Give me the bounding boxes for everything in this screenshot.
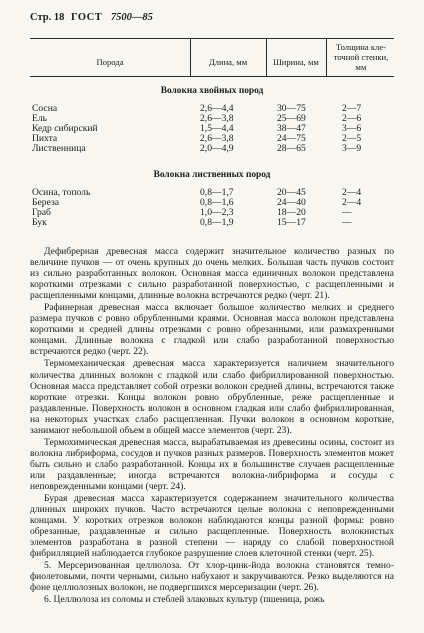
header-length: Длина, мм xyxy=(208,57,248,67)
table-header-rule xyxy=(30,76,394,77)
cell-thickness: 2—4 xyxy=(342,197,362,208)
table-top-rule xyxy=(30,38,394,39)
page-number: Стр. 18 xyxy=(30,12,65,23)
cell-species: Сосна xyxy=(32,103,58,114)
header-thickness xyxy=(326,42,396,72)
cell-width: 15—17 xyxy=(277,217,306,228)
paragraph: Бурая древесная масса характеризуется содержанием значительного количества длинных широких пучков. Часто встречаются целые волокна с неповрежденными концами. У коротких отрезков волокон наблюдаются концы разной формы: ровно обрезанные, раздавленные и сильно расщепленные. Поверхность волокнистых элементов разработана в разной степени — наряду со слабой поверхностной фибрилляцией наблюдается глубокое разрушение слоев клеточной стенки (черт. 25). xyxy=(30,493,394,560)
cell-species: Лиственница xyxy=(32,143,86,154)
cell-length: 1,5—4,4 xyxy=(200,123,234,134)
cell-species: Осина, тополь xyxy=(32,187,91,198)
cell-species: Граб xyxy=(32,207,51,218)
body-text xyxy=(30,246,394,607)
cell-width: 38—47 xyxy=(277,123,306,134)
paragraph: 5. Мерсеризованная целлюлоза. От хлор-цинк-йода волокна становятся темно-фиолетовыми, почти черными, сильно набухают и закручиваются. Резко выделяются на фоне целлюлозных волокон, не подвергшихся мерсеризации (черт. 26). xyxy=(30,560,394,594)
header-width: Ширина, мм xyxy=(273,57,319,67)
cell-width: 24—75 xyxy=(277,133,306,144)
cell-width: 20—45 xyxy=(277,187,306,198)
cell-species: Кедр сибирский xyxy=(32,123,98,134)
cell-width: 28—65 xyxy=(277,143,306,154)
paragraph: 6. Целлюлоза из соломы и стеблей злаковых культур (пшеница, рожь xyxy=(44,594,325,606)
cell-thickness: — xyxy=(342,217,352,228)
cell-thickness: 2—6 xyxy=(342,113,362,124)
cell-length: 0,8—1,9 xyxy=(200,217,234,228)
cell-length: 0,8—1,6 xyxy=(200,197,234,208)
cell-thickness: 2—5 xyxy=(342,133,362,144)
cell-species: Бук xyxy=(32,217,47,228)
standard-label: ГОСТ xyxy=(70,12,103,23)
paragraph: Термомеханическая древесная масса характеризуется наличием значительного количества длинных волокон с гладкой или слабо фибриллированной поверхностью. Основная масса представляет собой отрезки волокон средней длины, встречаются также короткие отрезки. Концы волокон ровно обрубленные, реже расщепленные и раздавленные. Поверхность волокон в основном гладкая или слабо фибриллированная, на некоторых участках слабо расщепленная. Пучки волокон в основном короткие, занимают небольшой объем в общей массе элементов (черт. 23). xyxy=(30,358,394,436)
cell-thickness: 2—4 xyxy=(342,187,362,198)
table-row xyxy=(30,218,394,228)
cell-thickness: — xyxy=(342,207,352,218)
cell-species: Пихта xyxy=(32,133,58,144)
cell-length: 2,0—4,9 xyxy=(200,143,234,154)
cell-species: Ель xyxy=(32,113,48,124)
cell-thickness: 3—9 xyxy=(342,143,362,154)
cell-width: 30—75 xyxy=(277,103,306,114)
cell-thickness: 3—6 xyxy=(342,123,362,134)
cell-length: 1,0—2,3 xyxy=(200,207,234,218)
cell-length: 2,6—4,4 xyxy=(200,103,234,114)
paragraph: Термохимическая древесная масса, вырабатываемая из древесины осины, состоит из волокна либриформа, сосудов и пучков разных размеров. Поверхность элементов может быть сильно и слабо разработанной. Концы их в большинстве случаев расщепленные или раздавленные; иногда встречаются волокна-либриформа и сосуды с неповрежденными концами (черт. 24). xyxy=(30,436,394,492)
cell-width: 24—40 xyxy=(277,197,306,208)
header-thickness-line: мм xyxy=(355,62,367,72)
paragraph: Дефибрерная древесная масса содержит значительное количество разных по величине пучков — от очень крупных до очень мелких. Большая часть пучков состоит из сильно разработанных волокон. Основная масса единичных волокон представлена короткими отрезками с сильно разработанной поверхностью, с расщепленными и расщепленными концами, длинные волокна встречаются редко (черт. 21). xyxy=(30,246,394,302)
standard-number: 7500—85 xyxy=(110,12,153,23)
header-species: Порода xyxy=(96,57,124,67)
page-header xyxy=(30,12,153,23)
cell-width: 18—20 xyxy=(277,207,306,218)
cell-thickness: 2—7 xyxy=(342,103,362,114)
cell-length: 2,6—3,8 xyxy=(200,133,234,144)
paragraph: Рафинерная древесная масса включает большое количество мелких и среднего размера пучков с ровно обрубленными краями. Основная масса волокон представлена короткими и средней длины отрезками с ровно обрезанными, или размахренными концами. Длинные волокна с гладкой или слабо разработанной поверхностью встречаются редко (черт. 22). xyxy=(30,302,394,358)
header-thickness-line: точной стенки, xyxy=(333,52,389,62)
cell-width: 25—69 xyxy=(277,113,306,124)
header-thickness-line: Толщина кле- xyxy=(336,42,386,52)
cell-species: Береза xyxy=(32,197,59,208)
section-title: Волокна хвойных пород xyxy=(160,86,264,96)
table-row xyxy=(30,144,394,154)
cell-length: 0,8—1,7 xyxy=(200,187,234,198)
cell-length: 2,6—3,8 xyxy=(200,113,234,124)
section-title: Волокна лиственных пород xyxy=(153,170,271,180)
